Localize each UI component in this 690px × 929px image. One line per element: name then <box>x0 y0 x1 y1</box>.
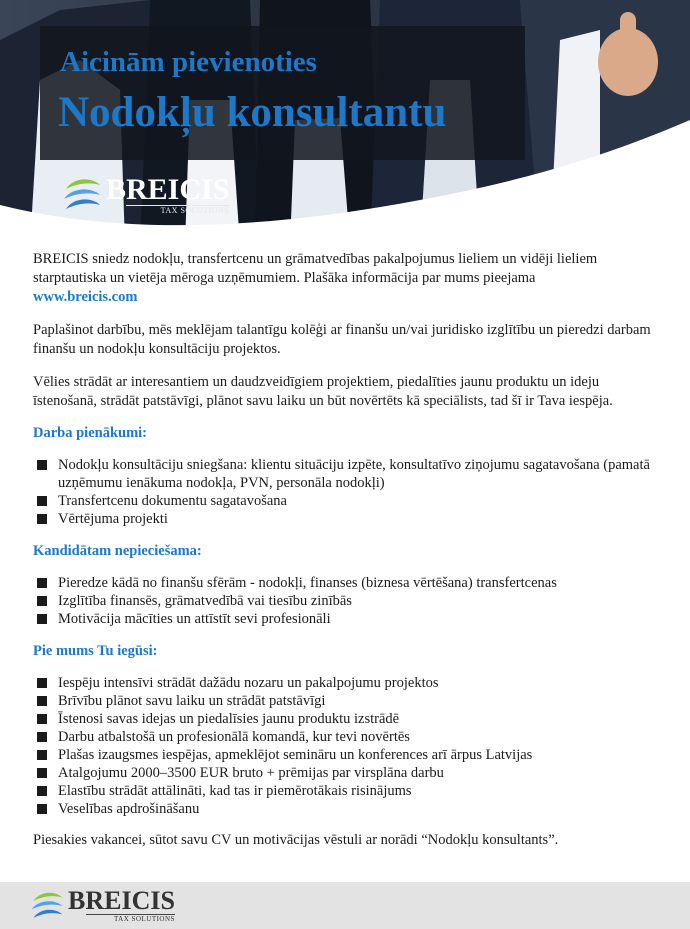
logo-tagline: TAX SOLUTIONS <box>86 914 175 923</box>
list-item: Plašas izaugsmes iespējas, apmeklējot semināru un konferences arī ārpus Latvijas <box>33 746 658 764</box>
list-item: Transfertcenu dokumentu sagatavošana <box>33 492 658 510</box>
intro-paragraph <box>33 250 658 307</box>
bullet-icon <box>37 460 47 470</box>
bullet-icon <box>37 732 47 742</box>
duties-list <box>33 456 658 528</box>
website-link[interactable]: www.breicis.com <box>33 289 138 305</box>
intro-text: BREICIS sniedz nodokļu, transfertcenu un grāmatvedības pakalpojumus lieliem un vidēji lieliem starptautiska un vietēja mēroga uzņēmumiem. Plašāka informācija par mums pieejama <box>33 251 598 286</box>
paragraph-expansion: Paplašinot darbību, mēs meklējam talantīgu kolēģi ar finanšu un/vai juridisko izglītību un pieredzi darbam finanšu un nodokļu konsultāciju projektos. <box>33 322 651 357</box>
bullet-icon <box>37 496 47 506</box>
bullet-icon <box>37 678 47 688</box>
list-item: Darbu atbalstošā un profesionālā komandā, kur tevi novērtēs <box>33 728 658 746</box>
section-heading-duties: Darba pienākumi: <box>33 425 148 441</box>
list-item: Motivācija mācīties un attīstīt sevi profesionāli <box>33 610 658 628</box>
footer-logo <box>30 888 175 923</box>
bullet-icon <box>37 768 47 778</box>
section-heading-benefits: Pie mums Tu iegūsi: <box>33 643 158 659</box>
list-item: Veselības apdrošināšanu <box>33 800 658 818</box>
benefits-list <box>33 674 658 818</box>
bullet-icon <box>37 596 47 606</box>
main-content <box>33 250 658 850</box>
list-item: Īstenosi savas idejas un piedalīsies jaunu produktu izstrādē <box>33 710 658 728</box>
list-item: Elastību strādāt attālināti, kad tas ir piemērotākais risinājums <box>33 782 658 800</box>
hero-title-line1: Aicinām pievienoties <box>60 46 317 78</box>
bullet-icon <box>37 696 47 706</box>
bullet-icon <box>37 614 47 624</box>
bullet-icon <box>37 714 47 724</box>
list-item: Brīvību plānot savu laiku un strādāt patstāvīgi <box>33 692 658 710</box>
breicis-logo-icon <box>30 889 64 923</box>
list-item: Atalgojumu 2000–3500 EUR bruto + prēmijas par virsplāna darbu <box>33 764 658 782</box>
requirements-list <box>33 574 658 628</box>
list-item: Iespēju intensīvi strādāt dažādu nozaru un pakalpojumu projektos <box>33 674 658 692</box>
bullet-icon <box>37 786 47 796</box>
bullet-icon <box>37 804 47 814</box>
hero-banner <box>0 0 690 245</box>
list-item: Pieredze kādā no finanšu sfērām - nodokļi, finanses (biznesa vērtēšana) transfertcenas <box>33 574 658 592</box>
logo-tagline: TAX SOLUTIONS <box>126 205 229 215</box>
bullet-icon <box>37 750 47 760</box>
bullet-icon <box>37 578 47 588</box>
footer <box>0 882 690 929</box>
paragraph-opportunity: Vēlies strādāt ar interesantiem un daudzveidīgiem projektiem, piedalīties jaunu produktu un ideju īstenošanā, strādāt patstāvīgi, plānot savu laiku un būt novērtēts kā speciālists, tad šī ir Tava iespēja. <box>33 374 613 409</box>
closing-text: Piesakies vakancei, sūtot savu CV un motivācijas vēstuli ar norādi “Nodokļu konsultants”. <box>33 832 559 848</box>
list-item: Vērtējuma projekti <box>33 510 658 528</box>
bullet-icon <box>37 514 47 524</box>
hero-logo <box>62 175 229 215</box>
hero-title-line2: Nodokļu konsultantu <box>58 89 447 136</box>
logo-name: BREICIS <box>106 173 230 206</box>
list-item: Izglītība finansēs, grāmatvedībā vai tiesību zinībās <box>33 592 658 610</box>
section-heading-requirements: Kandidātam nepieciešama: <box>33 543 202 559</box>
list-item: Nodokļu konsultāciju sniegšana: klientu situāciju izpēte, konsultatīvo ziņojumu sagatavošana (pamatā uzņēmumu ienākuma nodokļa, PVN, personāla nodokļi) <box>33 456 658 492</box>
logo-name: BREICIS <box>68 886 175 915</box>
breicis-logo-icon <box>62 175 102 215</box>
